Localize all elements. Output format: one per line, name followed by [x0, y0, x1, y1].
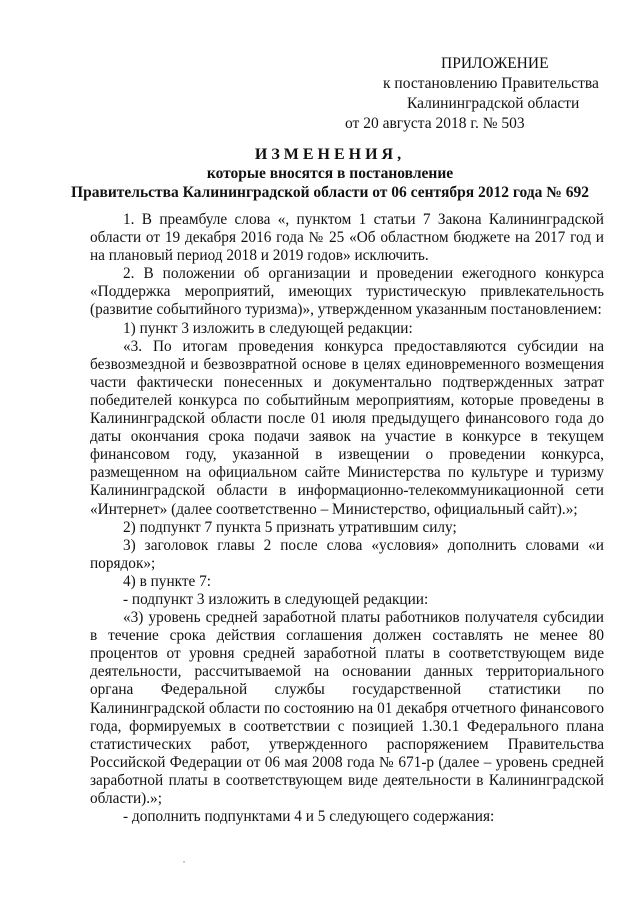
- appendix-block: [335, 54, 625, 134]
- paragraph-10: - дополнить подпунктами 4 и 5 следующего содержания:: [123, 808, 495, 826]
- document-body: [90, 211, 604, 826]
- appendix-date-number: от 20 августа 2018 г. № 503: [345, 115, 525, 132]
- paragraph-5: 2) подпункт 7 пункта 5 признать утратившим силу;: [123, 518, 457, 536]
- appendix-region: Калининградской области: [407, 95, 580, 112]
- paragraph-3: 1) пункт 3 изложить в следующей редакции:: [123, 319, 413, 337]
- heading-subtitle: которые вносятся в постановление: [206, 165, 454, 182]
- paragraph-8: - подпункт 3 изложить в следующей редакции:: [123, 590, 429, 608]
- heading-resolution-ref: Правительства Калининградской области от 06 сентября 2012 года № 692: [71, 184, 589, 201]
- paragraph-1: 1. В преамбуле слова «, пунктом 1 статьи 7 Закона Калининградской области от 19 декабря 2016 года № 25 «Об областном бюджете на 2017 год и на плановый период 2018 и 2019 годов» исключить.: [90, 211, 604, 265]
- heading-title: ИЗМЕНЕНИЯ,: [254, 146, 406, 163]
- paragraph-6: 3) заголовок главы 2 после слова «условия» дополнить словами «и порядок»;: [90, 536, 604, 572]
- appendix-resolution: к постановлению Правительства: [383, 75, 599, 92]
- paragraph-2: 2. В положении об организации и проведении ежегодного конкурса «Поддержка мероприятий, имеющих туристическую привлекательность (развитие событийного туризма)», утвержденном указанным постановлением:: [90, 265, 604, 319]
- appendix-title: ПРИЛОЖЕНИЕ: [441, 55, 549, 72]
- paragraph-4: «3. По итогам проведения конкурса предоставляются субсидии на безвозмездной и безвозвратной основе в целях единовременного возмещения части фактически понесенных и документально подтвержденных затрат победителей конкурса по событийным мероприятиям, которые проведены в Калининградской области после 01 июля предыдущего финансового года до даты окончания срока подачи заявок на участие в конкурсе в текущем финансовом году, указанной в извещении о проведении конкурса, размещенном на официальном сайте Министерства по культуре и туризму Калининградской области в информационно-телекоммуникационной сети «Интернет» (далее соответственно – Министерство, официальный сайт).»;: [90, 337, 604, 518]
- paragraph-7: 4) в пункте 7:: [123, 572, 212, 590]
- document-heading: [60, 145, 600, 202]
- scan-mark: ˙: [182, 858, 186, 872]
- paragraph-9: «3) уровень средней заработной платы работников получателя субсидии в течение срока действия соглашения должен составлять не менее 80 процентов от уровня средней заработной платы в соответствующем виде деятельности, рассчитываемой на основании данных территориального органа Федеральной службы государственной статистики по Калининградской области по состоянию на 01 декабря отчетного финансового года, формируемых в соответствии с позицией 1.30.1 Федерального плана статистических работ, утвержденного распоряжением Правительства Российской Федерации от 06 мая 2008 года № 671-р (далее – уровень средней заработной платы в соответствующем виде деятельности в Калининградской области).»;: [90, 609, 604, 807]
